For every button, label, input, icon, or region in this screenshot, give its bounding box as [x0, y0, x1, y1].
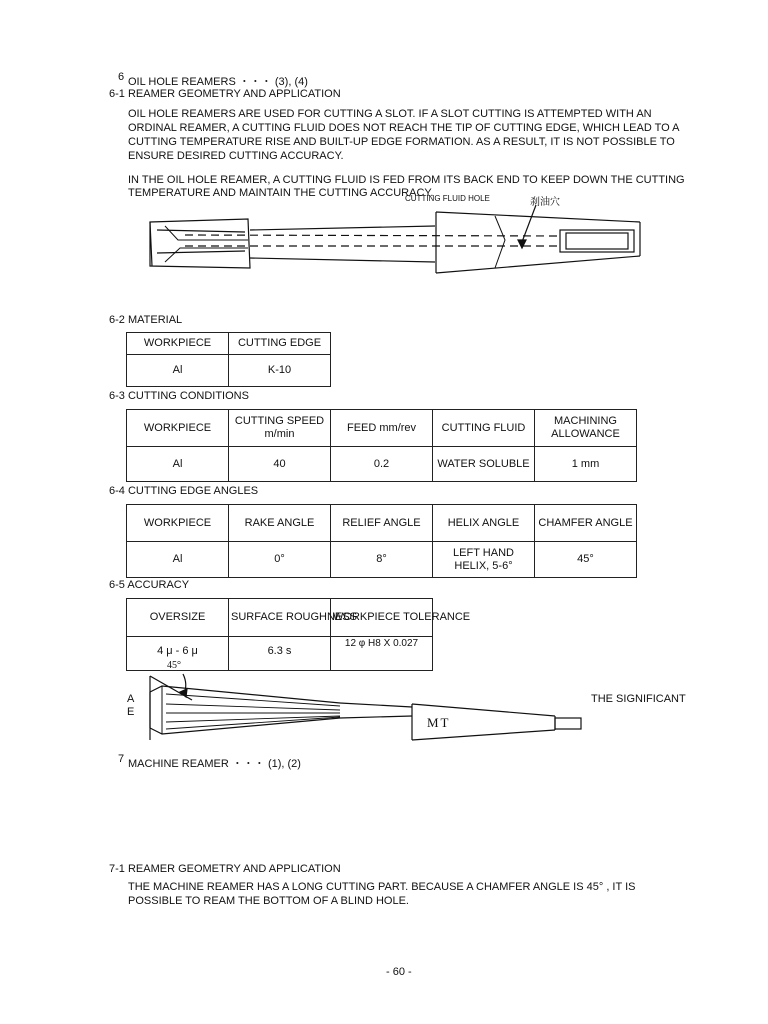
- section-7-1-heading: 7-1 REAMER GEOMETRY AND APPLICATION: [109, 863, 341, 875]
- accuracy-cell-oversize: 4 μ - 6 μ: [127, 637, 229, 671]
- section-7-1-paragraph: THE MACHINE REAMER HAS A LONG CUTTING PART. BECAUSE A CHAMFER ANGLE IS 45° , IT IS POSSIBLE TO REAM THE BOTTOM OF A BLIND HOLE.: [128, 881, 636, 907]
- section-6-4-heading: 6-4 CUTTING EDGE ANGLES: [109, 485, 259, 497]
- section-6-2-heading: 6-2 MATERIAL: [109, 314, 183, 326]
- overlap-text-left-e: E: [127, 706, 135, 718]
- chamfer-angle-label: 45°: [167, 660, 181, 671]
- angles-cell-rake: 0°: [229, 542, 331, 578]
- cutting-fluid-hole-label-jp: 刹油穴: [530, 197, 560, 208]
- cc-header-machining-allowance: MACHINING ALLOWANCE: [535, 410, 637, 447]
- cc-cell-workpiece: Al: [127, 447, 229, 482]
- section-7-title: MACHINE REAMER ・・・ (1), (2): [128, 758, 301, 770]
- material-cell-cutting-edge: K-10: [229, 355, 331, 387]
- clipped-line-text: TEMPERATURE AND MAINTAIN THE CUTTING ACCURACY.: [128, 187, 434, 199]
- section-6-1-paragraph-1: OIL HOLE REAMERS ARE USED FOR CUTTING A SLOT. IF A SLOT CUTTING IS ATTEMPTED WITH AN ORDINAL REAMER, A CUTTING FLUID DOES NOT REACH THE TIP OF CUTTING EDGE, WHICH LEAD TO A CUTTING TEMPERATURE RISE AND BUILT-UP EDGE FORMATION. AS A RESULT, IT IS NOT POSSIBLE TO ENSURE DESIRED CUTTING ACCURACY.: [128, 108, 679, 162]
- cc-header-cutting-speed: CUTTING SPEED m/min: [229, 410, 331, 447]
- cc-header-feed: FEED mm/rev: [331, 410, 433, 447]
- material-header-cutting-edge: CUTTING EDGE: [229, 333, 331, 355]
- angles-cell-relief: 8°: [331, 542, 433, 578]
- cc-header-cutting-fluid: CUTTING FLUID: [433, 410, 535, 447]
- page-number: - 60 -: [386, 966, 412, 978]
- section-6-1-paragraph-2: IN THE OIL HOLE REAMER, A CUTTING FLUID IS FED FROM ITS BACK END TO KEEP DOWN THE CUTTING: [128, 174, 685, 186]
- material-cell-workpiece: Al: [127, 355, 229, 387]
- angles-header-relief: RELIEF ANGLE: [331, 505, 433, 542]
- morse-taper-label: MT: [427, 715, 451, 730]
- angles-header-rake: RAKE ANGLE: [229, 505, 331, 542]
- cc-cell-cutting-fluid: WATER SOLUBLE: [433, 447, 535, 482]
- cc-header-workpiece: WORKPIECE: [127, 410, 229, 447]
- cutting-fluid-hole-label: CUTTING FLUID HOLE: [405, 194, 490, 203]
- angles-header-chamfer: CHAMFER ANGLE: [535, 505, 637, 542]
- section-6-number: 6: [118, 71, 125, 83]
- accuracy-cell-surface-roughness: 6.3 s: [229, 637, 331, 671]
- section-7-number: 7: [118, 753, 125, 765]
- angles-cell-workpiece: Al: [127, 542, 229, 578]
- angles-header-helix: HELIX ANGLE: [433, 505, 535, 542]
- overlap-text-right: THE SIGNIFICANT: [591, 693, 686, 705]
- angles-cell-chamfer: 45°: [535, 542, 637, 578]
- cc-cell-cutting-speed: 40: [229, 447, 331, 482]
- accuracy-header-surface-roughness: SURFACE ROUGHNESS: [229, 599, 331, 637]
- section-6-3-heading: 6-3 CUTTING CONDITIONS: [109, 390, 249, 402]
- overlap-text-left-a: A: [127, 693, 135, 705]
- accuracy-header-workpiece-tolerance: WORKPIECE TOLERANCE: [331, 599, 433, 637]
- angles-cell-helix: LEFT HAND HELIX, 5-6°: [433, 542, 535, 578]
- tolerance-note: 12 φ H8 X 0.027: [344, 638, 419, 649]
- section-6-5-heading: 6-5 ACCURACY: [109, 579, 190, 591]
- cc-cell-feed: 0.2: [331, 447, 433, 482]
- section-6-1-heading: 6-1 REAMER GEOMETRY AND APPLICATION: [109, 88, 341, 100]
- accuracy-header-oversize: OVERSIZE: [127, 599, 229, 637]
- cc-cell-machining-allowance: 1 mm: [535, 447, 637, 482]
- angles-header-workpiece: WORKPIECE: [127, 505, 229, 542]
- material-header-workpiece: WORKPIECE: [127, 333, 229, 355]
- section-6-title: OIL HOLE REAMERS ・・・ (3), (4): [128, 76, 308, 88]
